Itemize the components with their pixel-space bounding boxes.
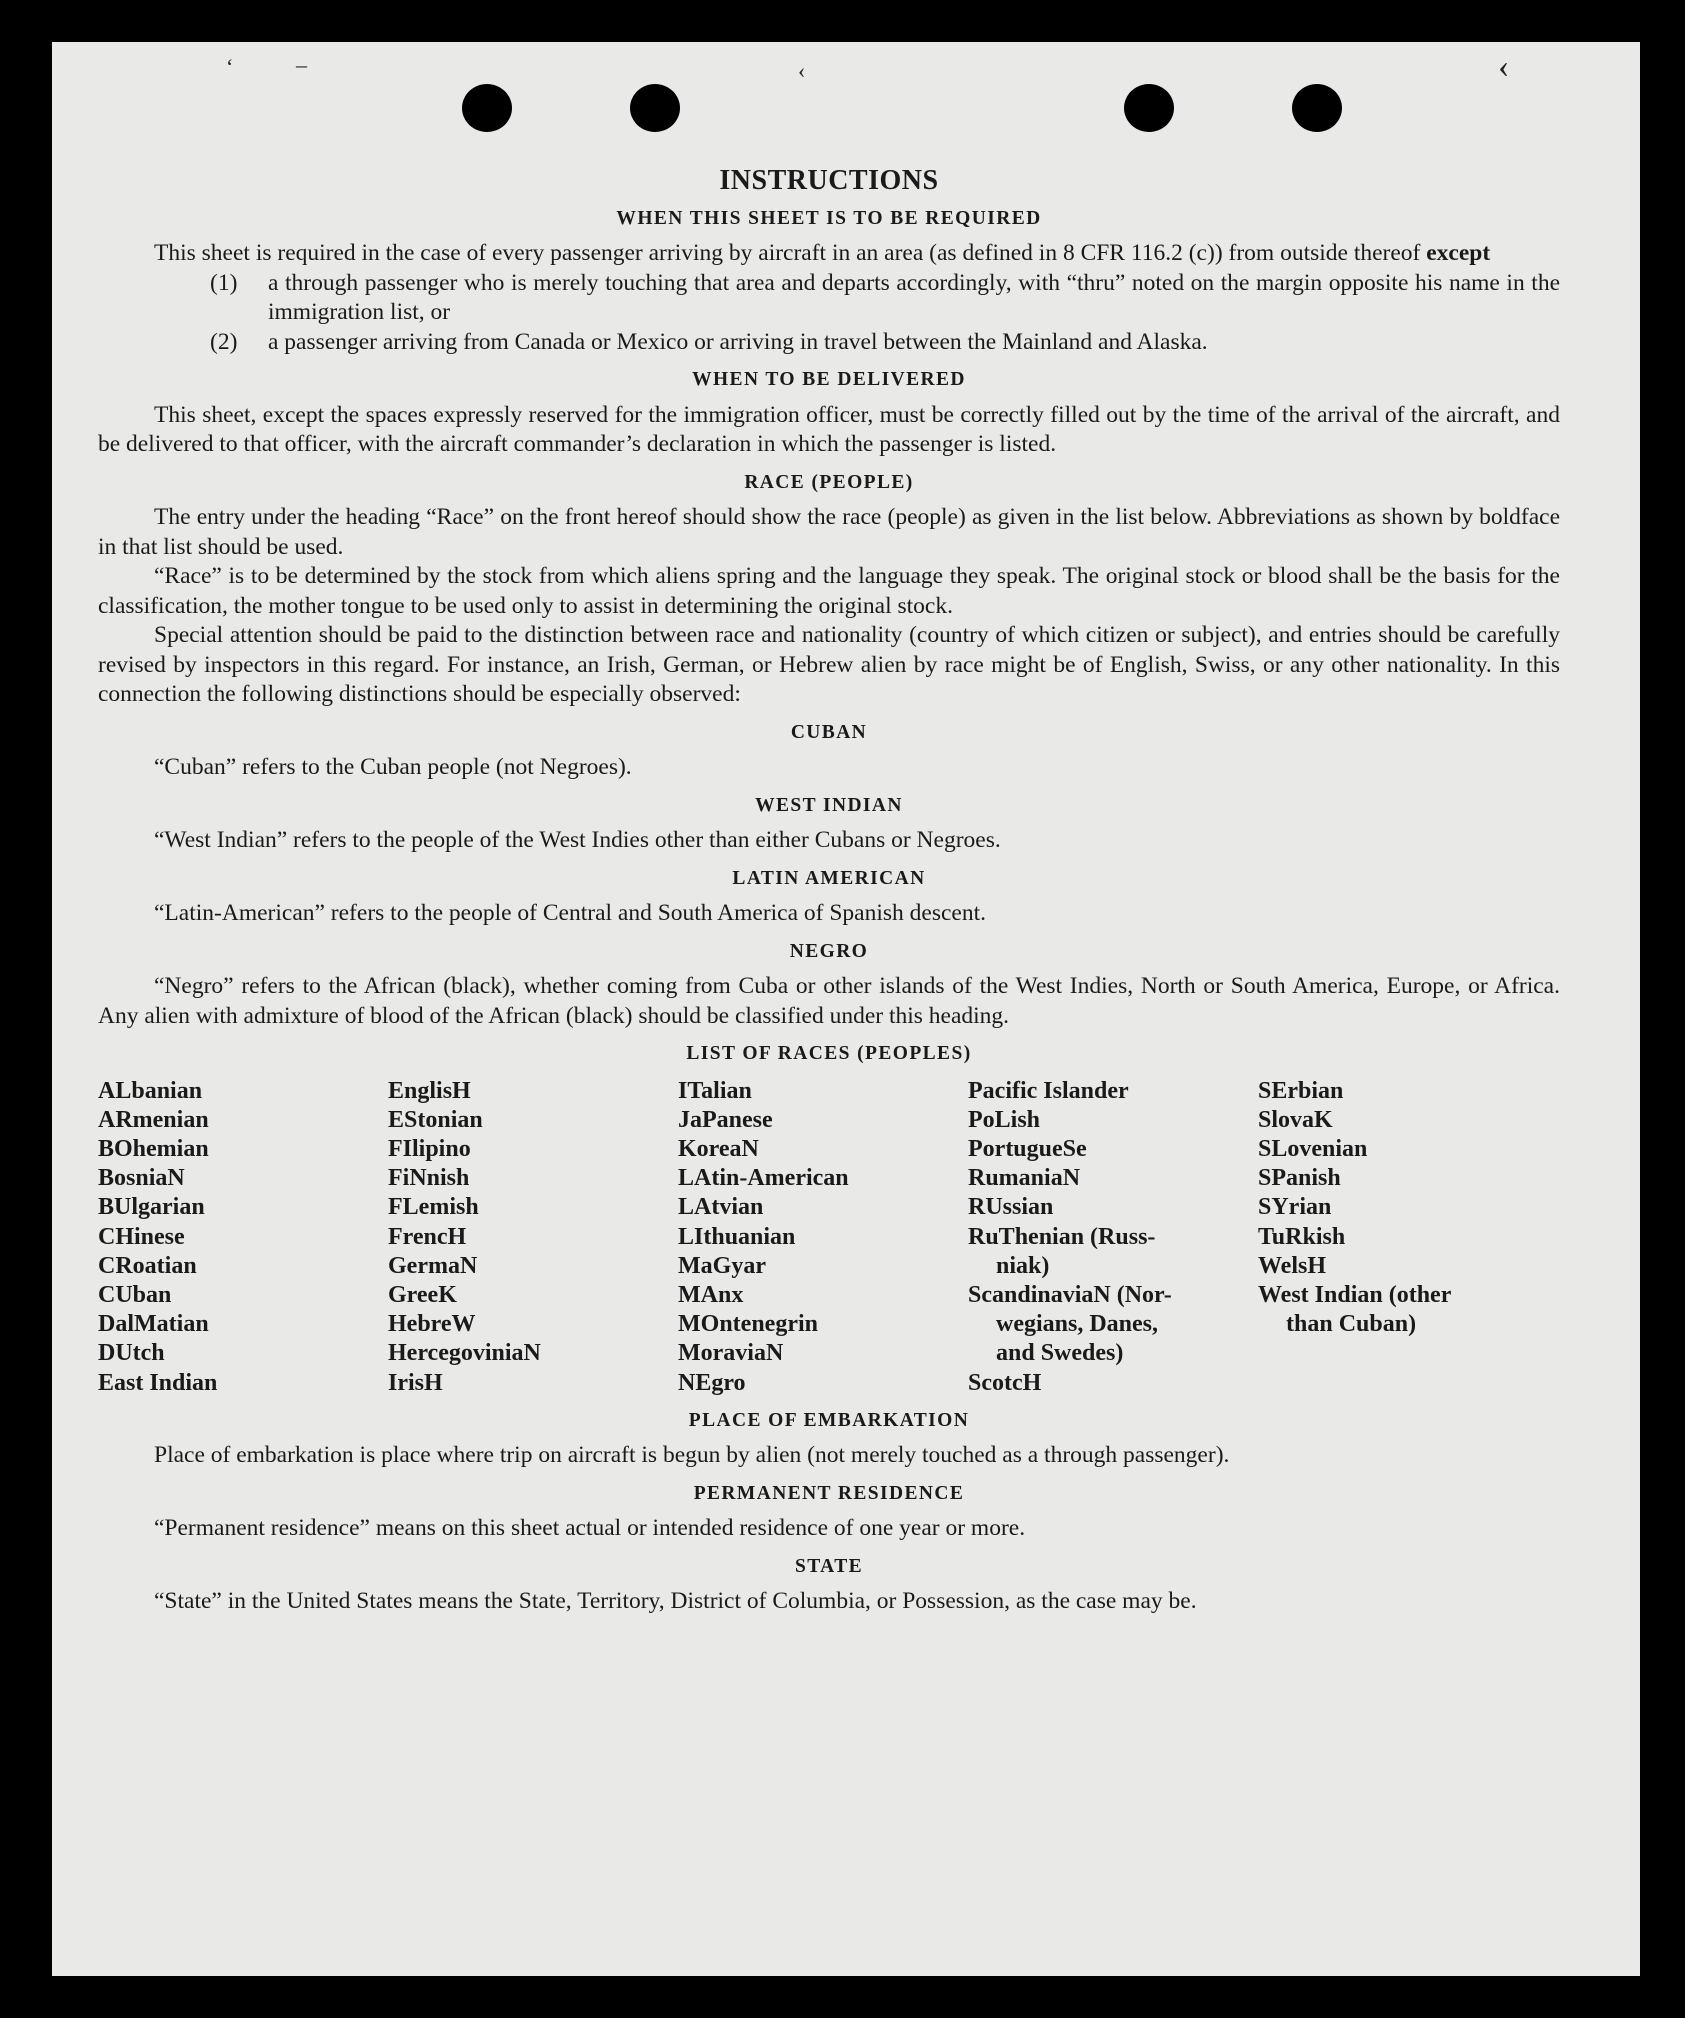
scan-speck: ‹ xyxy=(798,58,806,83)
race-entry: IrisH xyxy=(388,1369,443,1396)
race-column xyxy=(1258,1077,1548,1398)
paragraph: This sheet, except the spaces expressly reserved for the immigration officer, must be correctly filled out by the time of the arrival of the aircraft, and be delivered to that officer, with the aircraft commander’s declaration in which the passenger is listed. xyxy=(98,401,1560,457)
punch-hole xyxy=(462,84,512,132)
section-heading: WHEN THIS SHEET IS TO BE REQUIRED xyxy=(616,207,1042,229)
punch-hole xyxy=(1124,84,1174,132)
race-entry: ARmenian xyxy=(98,1106,209,1133)
section-heading: LIST OF RACES (PEOPLES) xyxy=(686,1043,972,1064)
race-entry: ALbanian xyxy=(98,1077,203,1104)
race-entry: HercegoviniaN xyxy=(388,1340,541,1367)
race-entry: MaGyar xyxy=(678,1252,766,1279)
race-entry: East Indian xyxy=(98,1369,218,1396)
paragraph: “Permanent residence” means on this sheet actual or intended residence of one year or more. xyxy=(154,1515,1026,1542)
race-entry: MOntenegrin xyxy=(678,1311,818,1338)
section-heading: PERMANENT RESIDENCE xyxy=(693,1482,965,1504)
race-entry: Pacific Islander xyxy=(968,1077,1129,1104)
paragraph: Place of embarkation is place where trip on aircraft is begun by alien (not merely touched as a through passenger). xyxy=(154,1442,1230,1469)
section-heading: WEST INDIAN xyxy=(755,794,903,816)
race-entry: FIlipino xyxy=(388,1135,471,1162)
race-entry: PortugueSe xyxy=(968,1135,1087,1162)
paragraph: Special attention should be paid to the distinction between race and nationality (country of which citizen or subject), and entries should be carefully revised by inspectors in this regard. For instance, an Irish, German, or Hebrew alien by race might be of English, Swiss, or any other nationality. In this connection the following distinctions should be especially observed: xyxy=(98,622,1560,707)
paragraph: “Race” is to be determined by the stock from which aliens spring and the language they speak. The original stock or blood shall be the basis for the classification, the mother tongue to be used only to assist in determining the original stock. xyxy=(98,563,1560,619)
race-entry: ScotcH xyxy=(968,1369,1042,1396)
paragraph: “State” in the United States means the State, Territory, District of Columbia, or Possession, as the case may be. xyxy=(154,1588,1197,1615)
paragraph: “Latin-American” refers to the people of Central and South America of Spanish descent. xyxy=(154,900,987,926)
race-entry: LAtvian xyxy=(678,1194,764,1221)
race-entry: RumaniaN xyxy=(968,1165,1081,1192)
race-entry: LAtin-American xyxy=(678,1165,849,1192)
race-entry-continuation: and Swedes) xyxy=(996,1340,1124,1367)
punch-hole xyxy=(1292,84,1342,132)
section-heading: RACE (PEOPLE) xyxy=(744,471,914,493)
page-title: INSTRUCTIONS xyxy=(719,165,939,196)
race-entry: MAnx xyxy=(678,1281,744,1308)
race-entry: CHinese xyxy=(98,1223,185,1250)
paragraph: The entry under the heading “Race” on the front hereof should show the race (people) as given in the list below. Abbreviations as shown by boldface in that list should be used. xyxy=(98,504,1560,560)
punch-hole xyxy=(630,84,680,132)
scan-speck: ʻ xyxy=(226,54,234,79)
race-entry: KoreaN xyxy=(678,1135,759,1162)
race-entry: BosniaN xyxy=(98,1165,185,1192)
race-entry: EnglisH xyxy=(388,1077,471,1104)
race-entry-continuation: niak) xyxy=(996,1252,1050,1279)
race-entry: MoraviaN xyxy=(678,1340,784,1367)
race-entry: CUban xyxy=(98,1281,172,1308)
paragraph: This sheet is required in the case of every passenger arriving by aircraft in an area (as defined in 8 CFR 116.2 (c)) from outside thereof except xyxy=(154,240,1491,266)
paragraph: “Negro” refers to the African (black), whether coming from Cuba or other islands of the West Indies, North or South America, Europe, or Africa. Any alien with admixture of blood of the African (black) should be classified under this heading. xyxy=(98,973,1560,1029)
race-entry: HebreW xyxy=(388,1311,476,1338)
race-entry: GreeK xyxy=(388,1281,457,1308)
race-entry: NEgro xyxy=(678,1369,746,1396)
section-heading: STATE xyxy=(794,1555,864,1577)
list-item: (2) a passenger arriving from Canada or Mexico or arriving in travel between the Mainland and Alaska. xyxy=(210,328,1208,355)
race-entry: GermaN xyxy=(388,1252,478,1279)
race-entry: PoLish xyxy=(968,1106,1041,1133)
section-heading: LATIN AMERICAN xyxy=(732,867,926,889)
race-entry: RuThenian (Russ- xyxy=(968,1223,1156,1250)
race-entry: SLovenian xyxy=(1258,1135,1368,1162)
race-entry: RUssian xyxy=(968,1194,1054,1221)
scan-speck: – xyxy=(296,52,307,77)
race-entry: DUtch xyxy=(98,1340,165,1367)
race-entry: WelsH xyxy=(1258,1252,1327,1279)
section-heading: NEGRO xyxy=(789,940,869,962)
race-entry: JaPanese xyxy=(678,1106,773,1133)
scan-speck: ‹ xyxy=(1498,48,1510,85)
list-item: (1) a through passenger who is merely touching that area and departs accordingly, with “thru” noted on the margin opposite his name in the immigration list, or xyxy=(210,269,1560,325)
race-entry: SlovaK xyxy=(1258,1106,1333,1133)
race-column xyxy=(678,1077,968,1398)
race-entry: ScandinaviaN (Nor- xyxy=(968,1281,1172,1308)
race-column xyxy=(968,1077,1258,1398)
race-entry: FLemish xyxy=(388,1194,479,1221)
instructions-body xyxy=(98,166,1560,1617)
section-heading: PLACE OF EMBARKATION xyxy=(688,1409,970,1431)
race-entry: FrencH xyxy=(388,1223,467,1250)
race-entry: FiNnish xyxy=(388,1165,470,1192)
section-heading: WHEN TO BE DELIVERED xyxy=(692,369,966,390)
race-entry: EStonian xyxy=(388,1106,483,1133)
race-entry: DalMatian xyxy=(98,1311,209,1338)
paragraph: “West Indian” refers to the people of the West Indies other than either Cubans or Negroes. xyxy=(154,827,1001,853)
race-entry: BOhemian xyxy=(98,1135,209,1162)
race-column xyxy=(98,1077,388,1398)
race-entry: SErbian xyxy=(1258,1077,1344,1104)
race-entry: LIthuanian xyxy=(678,1223,796,1250)
document-sheet xyxy=(52,42,1640,1976)
race-column xyxy=(388,1077,678,1398)
race-entry: SYrian xyxy=(1258,1194,1332,1221)
race-entry-continuation: wegians, Danes, xyxy=(996,1311,1159,1338)
race-entry: CRoatian xyxy=(98,1252,197,1279)
race-entry: BUlgarian xyxy=(98,1194,205,1221)
race-entry: SPanish xyxy=(1258,1165,1341,1192)
race-entry: TuRkish xyxy=(1258,1223,1346,1250)
race-entry: ITalian xyxy=(678,1077,752,1104)
section-heading: CUBAN xyxy=(790,721,868,743)
paragraph: “Cuban” refers to the Cuban people (not Negroes). xyxy=(154,754,632,780)
race-entry: West Indian (other xyxy=(1258,1281,1452,1308)
race-entry-continuation: than Cuban) xyxy=(1286,1311,1417,1338)
race-list xyxy=(98,1077,1560,1398)
